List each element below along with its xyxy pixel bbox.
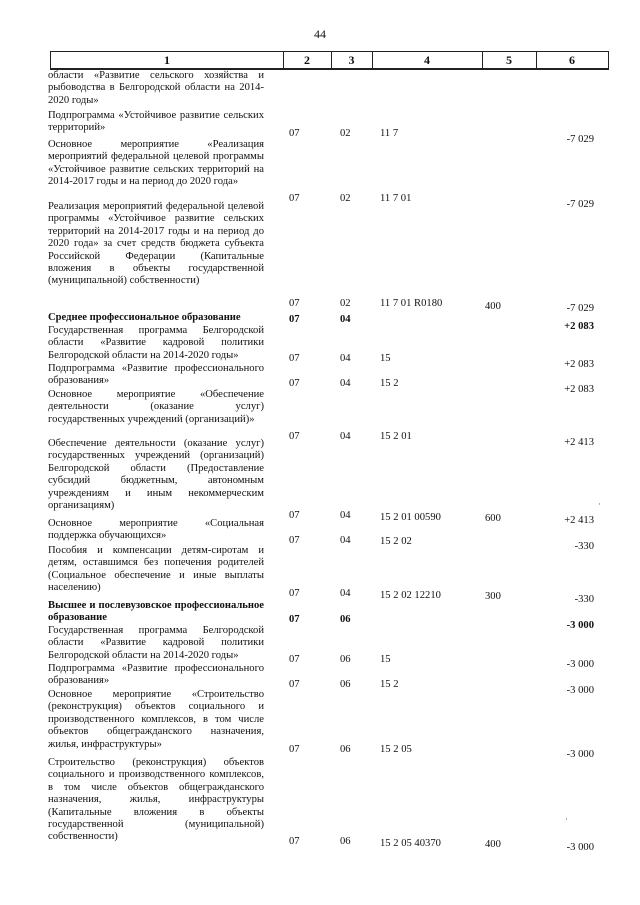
table-row (48, 110, 264, 135)
table-row (48, 689, 264, 751)
cell-amount: -7 029 (566, 134, 594, 145)
header-col-1: 1 (164, 53, 170, 67)
cell-amount: +2 083 (564, 321, 594, 332)
cell-section: 07 (289, 431, 300, 442)
cell-subsection: 04 (340, 535, 351, 546)
cell-amount: -3 000 (566, 842, 594, 853)
cell-section: 07 (289, 378, 300, 389)
cell-target-code: 11 7 (380, 128, 399, 139)
cell-target-code: 15 2 01 (380, 431, 412, 442)
cell-subsection: 04 (340, 588, 351, 599)
header-col-3: 3 (348, 53, 355, 67)
cell-section: 07 (289, 679, 300, 690)
row-description: Реализация мероприятий федеральной целевой программы «Устойчивое развитие сельских территорий на 2014-2017 годы и на период до 2020 года» за счет средств бюджета субъекта Российской Федерации (Капитальные вложения в объекты государственной (муниципальной) собственности) (48, 201, 264, 287)
cell-subsection: 06 (340, 614, 351, 625)
row-description: Основное мероприятие «Реализация мероприятий федеральной целевой программы «Устойчивое развитие сельских территорий на 2014-2017 годы и на период до 2020 года» (48, 139, 264, 188)
cell-subsection: 04 (340, 431, 351, 442)
table-row (48, 201, 264, 288)
table-header (50, 51, 609, 70)
row-description: области «Развитие сельского хозяйства и рыбоводства в Белгородской области на 2014-2020 годы» (48, 70, 264, 106)
cell-subsection: 04 (340, 378, 351, 389)
cell-subsection: 02 (340, 298, 351, 309)
cell-section: 07 (289, 353, 300, 364)
cell-target-code: 15 2 05 (380, 744, 412, 755)
cell-target-code: 15 2 02 12210 (380, 590, 441, 601)
table-row (48, 757, 264, 844)
row-description: Государственная программа Белгородской области «Развитие кадровой политики Белгородской области на 2014-2020 годы» (48, 325, 264, 361)
row-description: Высшее и послевузовское профессиональное образование (48, 600, 264, 624)
table-row (48, 70, 264, 107)
row-description: Подпрограмма «Развитие профессионального образования» (48, 363, 264, 387)
cell-expense-type: 300 (485, 591, 501, 602)
cell-amount: -3 000 (566, 659, 594, 670)
cell-subsection: 02 (340, 193, 351, 204)
cell-expense-type: 600 (485, 513, 501, 524)
cell-amount: +2 413 (564, 437, 594, 448)
cell-target-code: 15 2 01 00590 (380, 512, 441, 523)
table-row (48, 600, 264, 625)
cell-target-code: 15 2 (380, 679, 399, 690)
cell-section: 07 (289, 588, 300, 599)
cell-target-code: 15 2 05 40370 (380, 838, 441, 849)
cell-subsection: 02 (340, 128, 351, 139)
table-row (48, 363, 264, 388)
cell-amount: +2 083 (564, 384, 594, 395)
cell-amount: -330 (574, 594, 594, 605)
cell-target-code: 11 7 01 (380, 193, 412, 204)
cell-section: 07 (289, 510, 300, 521)
scan-mark: · (598, 499, 601, 509)
cell-target-code: 15 2 (380, 378, 399, 389)
row-description: Основное мероприятие «Обеспечение деятельности (оказание услуг) государственных учреждений (организаций)» (48, 389, 264, 425)
cell-subsection: 06 (340, 836, 351, 847)
cell-section: 07 (289, 128, 300, 139)
cell-section: 07 (289, 314, 300, 325)
cell-subsection: 04 (340, 314, 351, 325)
page-number: 44 (314, 27, 326, 41)
cell-section: 07 (289, 744, 300, 755)
cell-amount: -330 (574, 541, 594, 552)
cell-section: 07 (289, 535, 300, 546)
cell-amount: -7 029 (566, 199, 594, 210)
cell-amount: -3 000 (566, 685, 594, 696)
cell-target-code: 15 (380, 654, 391, 665)
cell-expense-type: 400 (485, 301, 501, 312)
table-row (48, 518, 264, 543)
header-col-5: 5 (506, 53, 512, 67)
row-description: Основное мероприятие «Социальная поддержка обучающихся» (48, 518, 264, 542)
cell-section: 07 (289, 298, 300, 309)
table-row (48, 389, 264, 426)
cell-amount: +2 083 (564, 359, 594, 370)
cell-amount: -7 029 (566, 303, 594, 314)
table-row (48, 312, 264, 324)
cell-subsection: 06 (340, 744, 351, 755)
cell-target-code: 15 (380, 353, 391, 364)
cell-section: 07 (289, 193, 300, 204)
row-description: Подпрограмма «Устойчивое развитие сельских территорий» (48, 110, 264, 134)
row-description: Основное мероприятие «Строительство (реконструкция) объектов социального и производственного комплексов, в том числе объектов общегражданского назначения, жилья, инфраструктуры» (48, 689, 264, 750)
row-description: Пособия и компенсации детям-сиротам и детям, оставшимся без попечения родителей (Социальное обеспечение и иные выплаты населению) (48, 545, 264, 594)
row-description: Обеспечение деятельности (оказание услуг) государственных учреждений (организаций) Белгородской области (Предоставление субсидий бюджетным, автономным учреждениям и иным некоммерческим организациям) (48, 438, 264, 512)
header-col-2: 2 (304, 53, 310, 67)
cell-subsection: 06 (340, 679, 351, 690)
row-description: Среднее профессиональное образование (48, 312, 241, 323)
row-description: Строительство (реконструкция) объектов социального и производственного комплексов, в том числе объектов общегражданского назначения, жилья, инфраструктуры (Капитальные вложения в объекты государственной (муниципальной) собственности) (48, 757, 264, 843)
cell-amount: -3 000 (566, 749, 594, 760)
cell-target-code: 15 2 02 (380, 536, 412, 547)
cell-subsection: 06 (340, 654, 351, 665)
cell-amount: +2 413 (564, 515, 594, 526)
cell-section: 07 (289, 614, 300, 625)
table-row (48, 139, 264, 189)
scan-mark: · (565, 814, 568, 824)
cell-subsection: 04 (340, 510, 351, 521)
cell-target-code: 11 7 01 R0180 (380, 298, 443, 309)
row-description: Подпрограмма «Развитие профессионального образования» (48, 663, 264, 687)
cell-subsection: 04 (340, 353, 351, 364)
table-row (48, 545, 264, 595)
cell-amount: -3 000 (566, 620, 594, 631)
table-row (48, 663, 264, 688)
cell-expense-type: 400 (485, 839, 501, 850)
header-col-4: 4 (424, 53, 430, 67)
table-row (48, 438, 264, 512)
header-col-6: 6 (569, 53, 575, 67)
row-description: Государственная программа Белгородской области «Развитие кадровой политики Белгородской области на 2014-2020 годы» (48, 625, 264, 661)
table-row (48, 325, 264, 362)
cell-section: 07 (289, 654, 300, 665)
cell-section: 07 (289, 836, 300, 847)
table-row (48, 625, 264, 662)
